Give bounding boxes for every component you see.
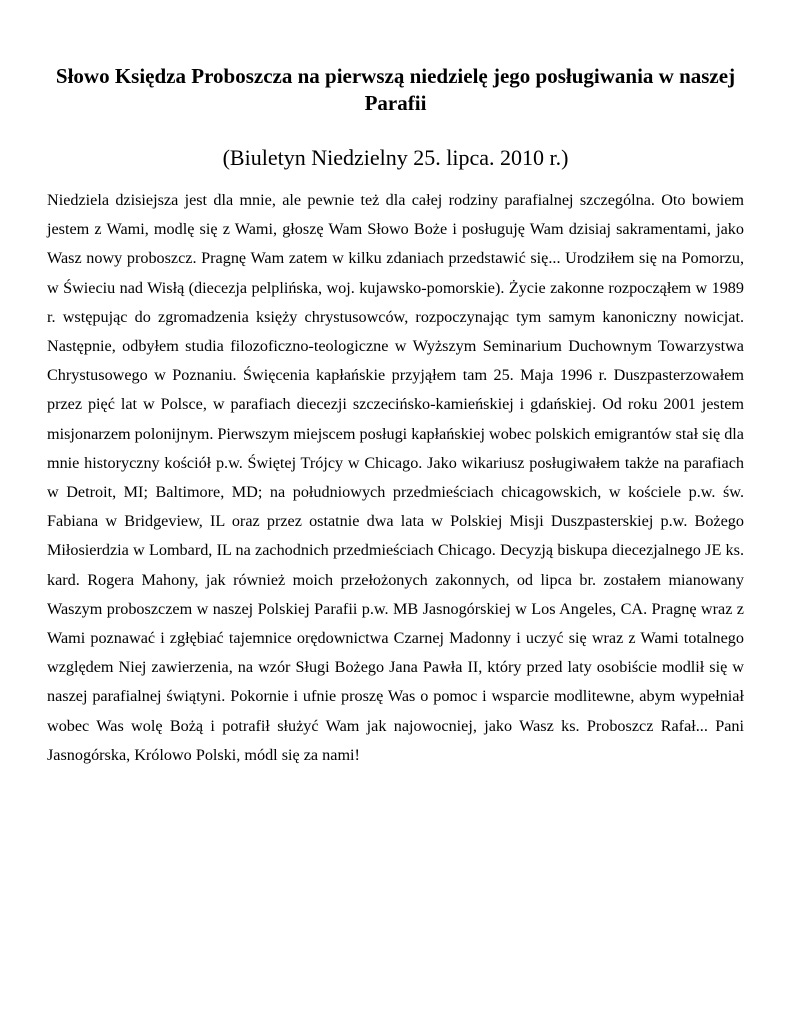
document-body-paragraph: Niedziela dzisiejsza jest dla mnie, ale pewnie też dla całej rodziny parafialnej szczególna. Oto bowiem jestem z Wami, modlę się z Wami, głoszę Wam Słowo Boże i posługuję Wam dzisiaj sakramentami, jako Wasz nowy proboszcz. Pragnę Wam zatem w kilku zdaniach przedstawić się... Urodziłem się na Pomorzu, w Świeciu nad Wisłą (diecezja pelplińska, woj. kujawsko-pomorskie). Życie zakonne rozpocząłem w 1989 r. wstępując do zgromadzenia księży chrystusowców, rozpoczynając tym samym kanoniczny nowicjat. Następnie, odbyłem studia filozoficzno-teologiczne w Wyższym Seminarium Duchownym Towarzystwa Chrystusowego w Poznaniu. Święcenia kapłańskie przyjąłem tam 25. Maja 1996 r. Duszpasterzowałem przez pięć lat w Polsce, w parafiach diecezji szczecińsko-kamieńskiej i gdańskiej. Od roku 2001 jestem misjonarzem polonijnym. Pierwszym miejscem posługi kapłańskiej wobec polskich emigrantów stał się dla mnie historyczny kościół p.w. Świętej Trójcy w Chicago. Jako wikariusz posługiwałem także na parafiach w Detroit, MI; Baltimore, MD; na południowych przedmieściach chicagowskich, w kościele p.w. św. Fabiana w Bridgeview, IL oraz przez ostatnie dwa lata w Polskiej Misji Duszpasterskiej p.w. Bożego Miłosierdzia w Lombard, IL na zachodnich przedmieściach Chicago. Decyzją biskupa diecezjalnego JE ks. kard. Rogera Mahony, jak również moich przełożonych zakonnych, od lipca br. zostałem mianowany Waszym proboszczem w naszej Polskiej Parafii p.w. MB Jasnogórskiej w Los Angeles, CA. Pragnę wraz z Wami poznawać i zgłębiać tajemnice orędownictwa Czarnej Madonny i uczyć się wraz z Wami totalnego względem Niej zawierzenia, na wzór Sługi Bożego Jana Pawła II, który przed laty osobiście modlił się w naszej parafialnej świątyni. Pokornie i ufnie proszę Was o pomoc i wsparcie modlitewne, abym wypełniał wobec Was wolę Bożą i potrafił służyć Wam jak najowocniej, jako Wasz ks. Proboszcz Rafał... Pani Jasnogórska, Królowo Polski, módl się za nami!: [47, 191, 744, 764]
document-subtitle: (Biuletyn Niedzielny 25. lipca. 2010 r.): [222, 145, 569, 170]
document-title: Słowo Księdza Proboszcza na pierwszą niedzielę jego posługiwania w naszej Parafii: [55, 64, 736, 115]
